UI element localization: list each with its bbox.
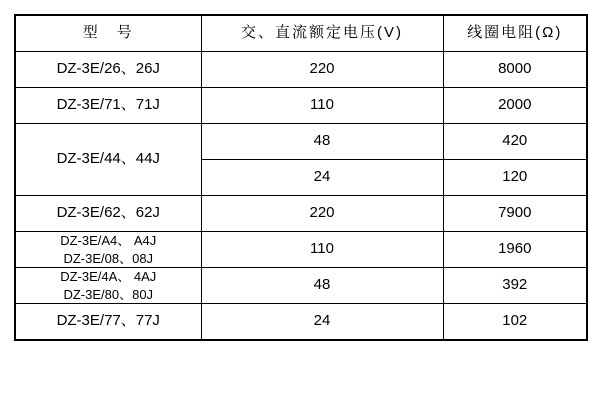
cell-voltage: 220 xyxy=(201,52,443,88)
cell-resistance: 102 xyxy=(443,304,587,341)
table-row xyxy=(15,52,587,88)
cell-voltage: 220 xyxy=(201,196,443,232)
table-row xyxy=(15,124,587,160)
model-line-2: DZ-3E/80、80J xyxy=(63,286,154,302)
cell-model: DZ-3E/26、26J xyxy=(15,52,201,88)
cell-voltage: 24 xyxy=(201,304,443,341)
cell-voltage: 48 xyxy=(201,268,443,304)
cell-resistance: 2000 xyxy=(443,88,587,124)
cell-model: DZ-3E/77、77J xyxy=(15,304,201,341)
cell-resistance: 392 xyxy=(443,268,587,304)
cell-voltage: 110 xyxy=(201,88,443,124)
cell-voltage: 24 xyxy=(201,160,443,196)
model-line-1: DZ-3E/A4、 A4J xyxy=(60,233,157,248)
cell-model xyxy=(15,232,201,268)
cell-voltage: 110 xyxy=(201,232,443,268)
cell-model: DZ-3E/71、71J xyxy=(15,88,201,124)
cell-voltage: 48 xyxy=(201,124,443,160)
cell-model: DZ-3E/44、44J xyxy=(15,124,201,196)
table-row xyxy=(15,88,587,124)
table-row xyxy=(15,268,587,304)
model-line-1: DZ-3E/4A、 4AJ xyxy=(60,269,157,285)
table-header-row xyxy=(15,15,587,52)
cell-resistance: 7900 xyxy=(443,196,587,232)
cell-resistance: 8000 xyxy=(443,52,587,88)
cell-model xyxy=(15,268,201,304)
table-row xyxy=(15,232,587,268)
header-cell-resistance: 线圈电阻(Ω) xyxy=(443,15,587,52)
model-line-2: DZ-3E/08、08J xyxy=(63,250,154,266)
header-cell-voltage: 交、直流额定电压(V) xyxy=(201,15,443,52)
table-row xyxy=(15,304,587,341)
table-row xyxy=(15,196,587,232)
cell-resistance: 120 xyxy=(443,160,587,196)
cell-model: DZ-3E/62、62J xyxy=(15,196,201,232)
header-cell-model: 型 号 xyxy=(15,15,201,52)
cell-resistance: 1960 xyxy=(443,232,587,268)
specification-table xyxy=(14,14,588,341)
cell-resistance: 420 xyxy=(443,124,587,160)
